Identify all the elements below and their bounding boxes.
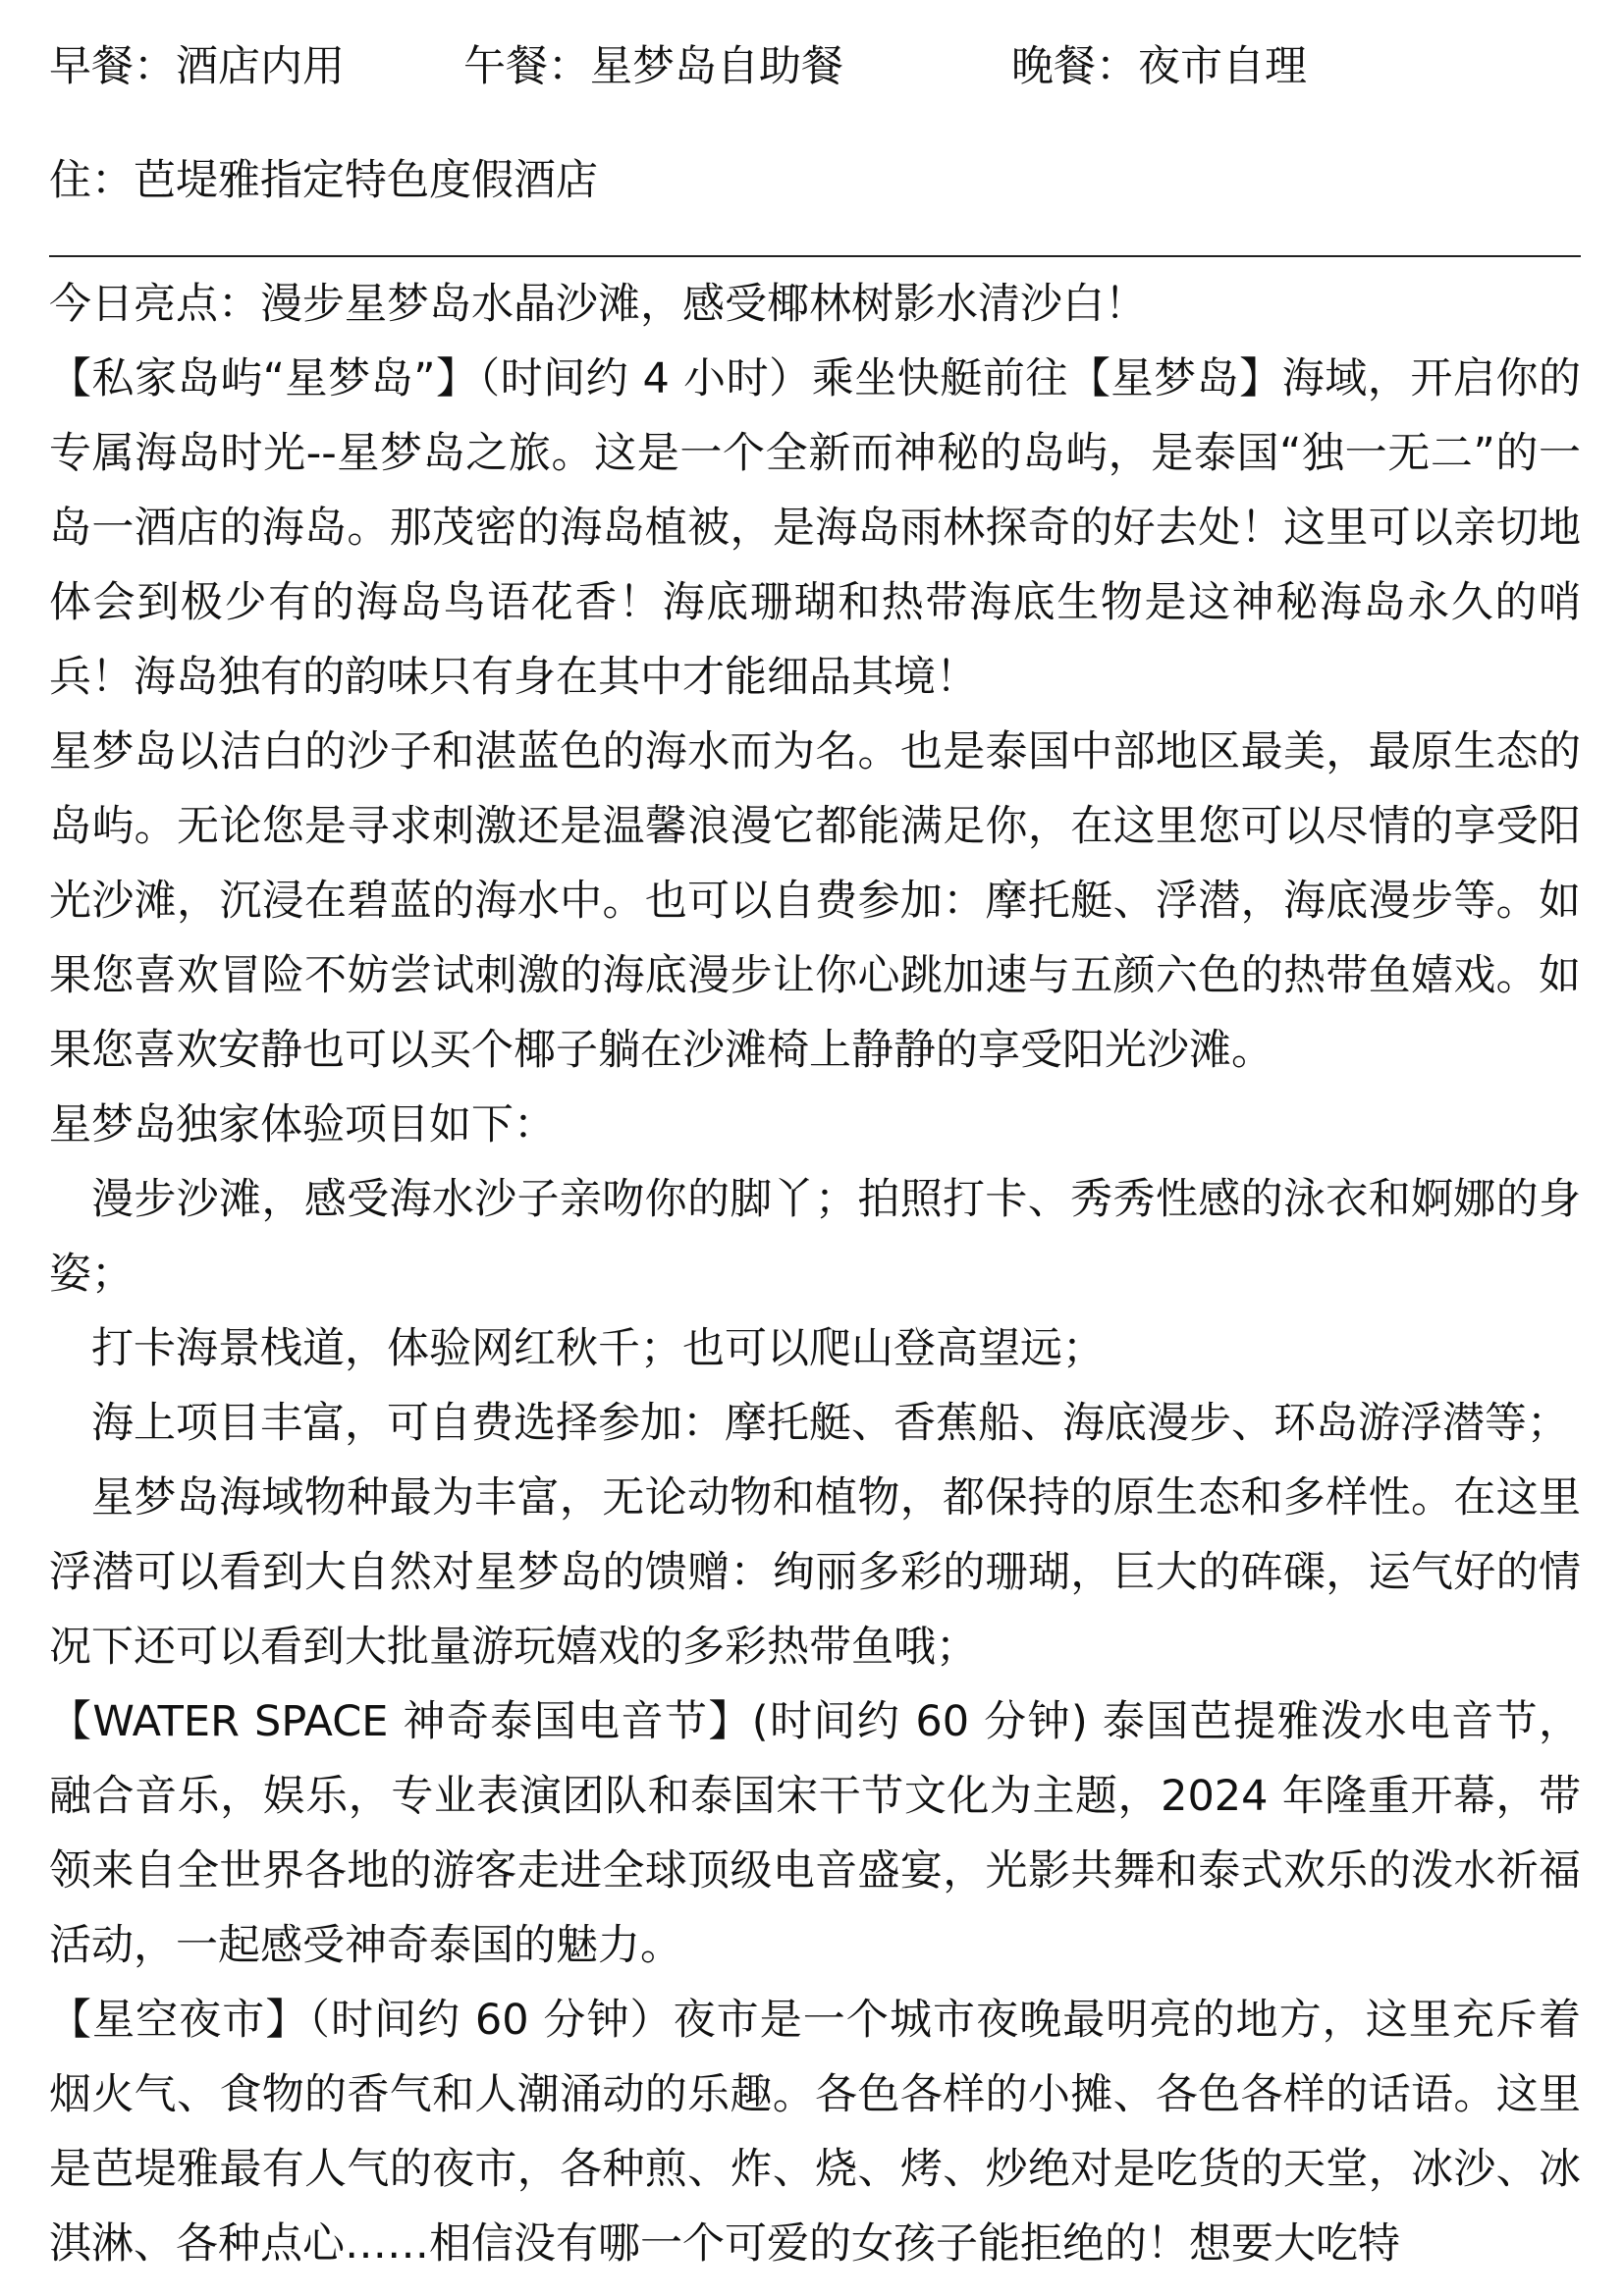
divider-line — [49, 255, 1581, 257]
highlight-paragraph: 今日亮点：漫步星梦岛水晶沙滩，感受椰林树影水清沙白！ — [49, 280, 1147, 329]
experience-item: 漫步沙滩，感受海水沙子亲吻你的脚丫；拍照打卡、秀秀性感的泳衣和婀娜的身姿； — [49, 1175, 1581, 1299]
dinner-info: 晚餐：夜市自理 — [1011, 42, 1307, 91]
lunch-info: 午餐：星梦岛自助餐 — [463, 42, 843, 91]
breakfast-info: 早餐：酒店内用 — [49, 42, 345, 91]
day-description — [49, 267, 1581, 2281]
experience-item: 海上项目丰富，可自费选择参加：摩托艇、香蕉船、海底漫步、环岛游浮潜等； — [91, 1399, 1569, 1448]
private-island-paragraph: 【私家岛屿“星梦岛”】（时间约 4 小时）乘坐快艇前往【星梦岛】海域，开启你的专属海岛时光--星梦岛之旅。这是一个全新而神秘的岛屿，是泰国“独一无二”的一岛一酒店的海岛。那茂密的海岛植被，是海岛雨林探奇的好去处！这里可以亲切地体会到极少有的海岛鸟语花香！海底珊瑚和热带海底生物是这神秘海岛永久的哨兵！海岛独有的韵味只有身在其中才能细品其境！ — [49, 354, 1581, 702]
experience-item: 星梦岛海域物种最为丰富，无论动物和植物，都保持的原生态和多样性。在这里浮潜可以看到大自然对星梦岛的馈赠：绚丽多彩的珊瑚，巨大的砗磲，运气好的情况下还可以看到大批量游玩嬉戏的多彩热带鱼哦； — [49, 1473, 1581, 1672]
accommodation-info: 住：芭堤雅指定特色度假酒店 — [49, 156, 598, 205]
night-market-paragraph: 【星空夜市】（时间约 60 分钟）夜市是一个城市夜晚最明亮的地方，这里充斥着烟火气、食物的香气和人潮涌动的乐趣。各色各样的小摊、各色各样的话语。这里是芭堤雅最有人气的夜市，各种煎、炸、烧、烤、炒绝对是吃货的天堂，冰沙、冰淇淋、各种点心……相信没有哪一个可爱的女孩子能拒绝的！想要大吃特 — [49, 1996, 1581, 2269]
experience-item: 打卡海景栈道，体验网红秋千；也可以爬山登高望远； — [91, 1324, 1105, 1373]
music-festival-paragraph: 【WATER SPACE 神奇泰国电音节】(时间约 60 分钟) 泰国芭提雅泼水电音节，融合音乐，娱乐，专业表演团队和泰国宋干节文化为主题，2024 年隆重开幕，带领来自全世界各地的游客走进全球顶级电音盛宴，光影共舞和泰式欢乐的泼水祈福活动，一起感受神奇泰国的魅力。 — [49, 1697, 1581, 1970]
experience-heading: 星梦岛独家体验项目如下： — [49, 1100, 556, 1149]
island-intro-paragraph: 星梦岛以洁白的沙子和湛蓝色的海水而为名。也是泰国中部地区最美，最原生态的岛屿。无论您是寻求刺激还是温馨浪漫它都能满足你，在这里您可以尽情的享受阳光沙滩，沉浸在碧蓝的海水中。也可以自费参加：摩托艇、浮潜，海底漫步等。如果您喜欢冒险不妨尝试刺激的海底漫步让你心跳加速与五颜六色的热带鱼嬉戏。如果您喜欢安静也可以买个椰子躺在沙滩椅上静静的享受阳光沙滩。 — [49, 727, 1581, 1075]
